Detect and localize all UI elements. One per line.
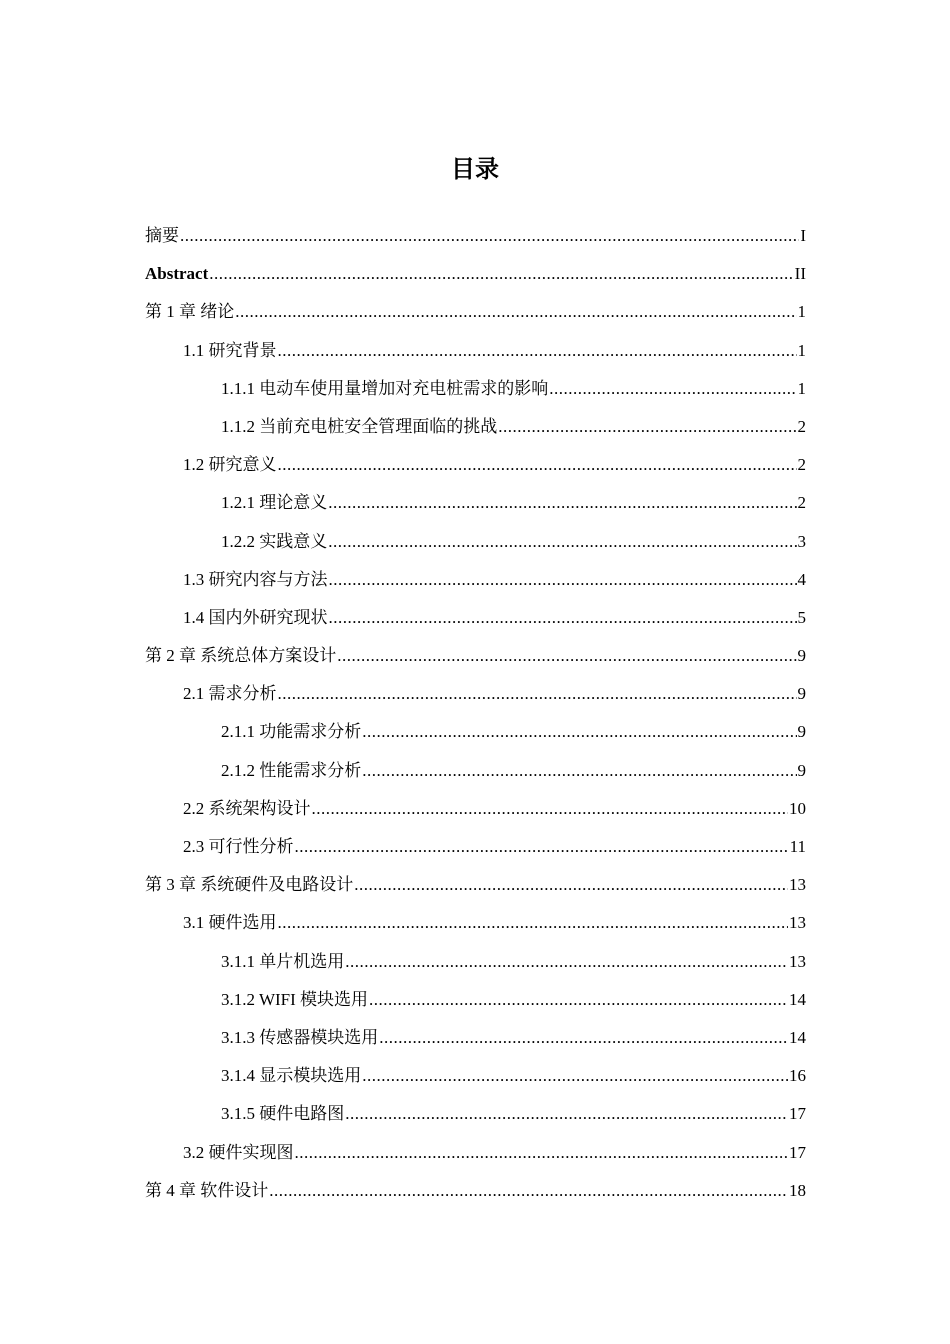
toc-entry[interactable] (145, 1134, 806, 1172)
toc-entry[interactable] (145, 599, 806, 637)
toc-entry[interactable] (145, 752, 806, 790)
toc-entry-page-number: 10 (789, 798, 806, 818)
toc-dot-leader (278, 675, 797, 713)
toc-entry-label: 1.2.2 实践意义 (221, 531, 328, 551)
toc-entry[interactable] (145, 981, 806, 1019)
toc-entry-page-number: 13 (789, 875, 806, 895)
toc-entry[interactable] (145, 828, 806, 866)
toc-entry-page-number: 17 (789, 1142, 806, 1162)
toc-entry-label: 1.2 研究意义 (183, 455, 277, 475)
toc-dot-leader (549, 370, 796, 408)
toc-entry[interactable] (145, 1057, 806, 1095)
toc-entry-label: 2.1 需求分析 (183, 684, 277, 704)
toc-entry-page-number: 1 (797, 302, 806, 322)
toc-entry-page-number: 1 (797, 378, 806, 398)
toc-dot-leader (209, 255, 793, 293)
toc-entry[interactable] (145, 370, 806, 408)
toc-entry-label: 2.2 系统架构设计 (183, 798, 311, 818)
toc-dot-leader (278, 904, 789, 942)
toc-entry-page-number: 3 (797, 531, 806, 551)
toc-entry[interactable] (145, 1095, 806, 1133)
toc-dot-leader (362, 752, 796, 790)
toc-entry[interactable] (145, 332, 806, 370)
toc-dot-leader (328, 484, 796, 522)
toc-entry[interactable] (145, 904, 806, 942)
toc-entry-label: 2.1.2 性能需求分析 (221, 760, 362, 780)
toc-entry-page-number: 1 (797, 340, 806, 360)
toc-entry-page-number: 2 (797, 455, 806, 475)
toc-dot-leader (362, 1057, 788, 1095)
toc-entry[interactable] (145, 637, 806, 675)
toc-entry[interactable] (145, 484, 806, 522)
toc-dot-leader (269, 1172, 788, 1210)
toc-entry-page-number: 2 (797, 416, 806, 436)
toc-entry-page-number: 14 (789, 1027, 806, 1047)
toc-entry-page-number: 13 (789, 951, 806, 971)
toc-entry[interactable] (145, 561, 806, 599)
toc-dot-leader (312, 790, 789, 828)
toc-entry[interactable] (145, 1172, 806, 1210)
toc-entry[interactable] (145, 523, 806, 561)
toc-dot-leader (354, 866, 788, 904)
toc-entry[interactable] (145, 217, 806, 255)
toc-entry-page-number: 5 (797, 607, 806, 627)
toc-entry-page-number: 9 (797, 646, 806, 666)
toc-dot-leader (329, 561, 797, 599)
toc-dot-leader (278, 446, 797, 484)
toc-dot-leader (369, 981, 788, 1019)
toc-entry-label: 第 2 章 系统总体方案设计 (145, 646, 337, 666)
toc-entry-page-number: 9 (797, 722, 806, 742)
toc-entry[interactable] (145, 1019, 806, 1057)
toc-dot-leader (278, 332, 797, 370)
toc-entry-label: 3.1 硬件选用 (183, 913, 277, 933)
toc-entry-label: 3.1.1 单片机选用 (221, 951, 345, 971)
toc-entry-label: 1.1.2 当前充电桩安全管理面临的挑战 (221, 416, 498, 436)
toc-entry-label: 3.1.5 硬件电路图 (221, 1104, 345, 1124)
toc-entry-page-number: 11 (789, 837, 806, 856)
toc-entry[interactable] (145, 255, 806, 293)
table-of-contents (145, 217, 806, 1210)
toc-entry-page-number: I (800, 226, 806, 245)
toc-entry-label: 1.4 国内外研究现状 (183, 607, 328, 627)
toc-entry-label: 1.3 研究内容与方法 (183, 569, 328, 589)
toc-dot-leader (337, 637, 796, 675)
toc-entry[interactable] (145, 943, 806, 981)
toc-entry-page-number: 9 (797, 760, 806, 780)
toc-title: 目录 (451, 155, 499, 183)
toc-entry[interactable] (145, 446, 806, 484)
toc-entry-label: 1.1.1 电动车使用量增加对充电桩需求的影响 (221, 378, 549, 398)
toc-entry-label: 第 1 章 绪论 (145, 302, 235, 322)
toc-entry-page-number: 16 (789, 1066, 806, 1086)
toc-dot-leader (498, 408, 796, 446)
toc-entry-page-number: 17 (789, 1104, 806, 1124)
toc-entry-label: 摘要 (145, 226, 179, 245)
toc-entry-label: 3.1.4 显示模块选用 (221, 1066, 362, 1086)
toc-entry-label: 2.1.1 功能需求分析 (221, 722, 362, 742)
toc-dot-leader (362, 713, 796, 751)
toc-entry-page-number: 18 (789, 1180, 806, 1200)
toc-entry[interactable] (145, 408, 806, 446)
toc-entry-label: 3.2 硬件实现图 (183, 1142, 294, 1162)
toc-entry-page-number: 2 (797, 493, 806, 513)
toc-dot-leader (295, 1134, 789, 1172)
toc-entry-page-number: 4 (797, 569, 806, 589)
toc-entry-label: 2.3 可行性分析 (183, 837, 294, 856)
toc-entry-label: 3.1.3 传感器模块选用 (221, 1027, 379, 1047)
toc-dot-leader (329, 599, 797, 637)
toc-entry-page-number: 14 (789, 989, 806, 1009)
toc-dot-leader (345, 943, 788, 981)
toc-dot-leader (379, 1019, 788, 1057)
toc-entry[interactable] (145, 713, 806, 751)
toc-entry[interactable] (145, 675, 806, 713)
toc-dot-leader (328, 523, 796, 561)
toc-entry-label: 1.1 研究背景 (183, 340, 277, 360)
toc-entry-label: 1.2.1 理论意义 (221, 493, 328, 513)
toc-dot-leader (235, 293, 796, 331)
toc-entry-label: 第 4 章 软件设计 (145, 1180, 269, 1200)
toc-entry-page-number: II (794, 264, 806, 284)
toc-entry-page-number: 9 (797, 684, 806, 704)
toc-dot-leader (180, 217, 799, 255)
toc-entry[interactable] (145, 293, 806, 331)
toc-entry-label: Abstract (145, 264, 209, 284)
toc-dot-leader (295, 828, 789, 866)
toc-entry-page-number: 13 (789, 913, 806, 933)
toc-entry-label: 第 3 章 系统硬件及电路设计 (145, 875, 354, 895)
toc-entry[interactable] (145, 866, 806, 904)
toc-entry-label: 3.1.2 WIFI 模块选用 (221, 989, 369, 1009)
toc-entry[interactable] (145, 790, 806, 828)
toc-dot-leader (345, 1095, 788, 1133)
